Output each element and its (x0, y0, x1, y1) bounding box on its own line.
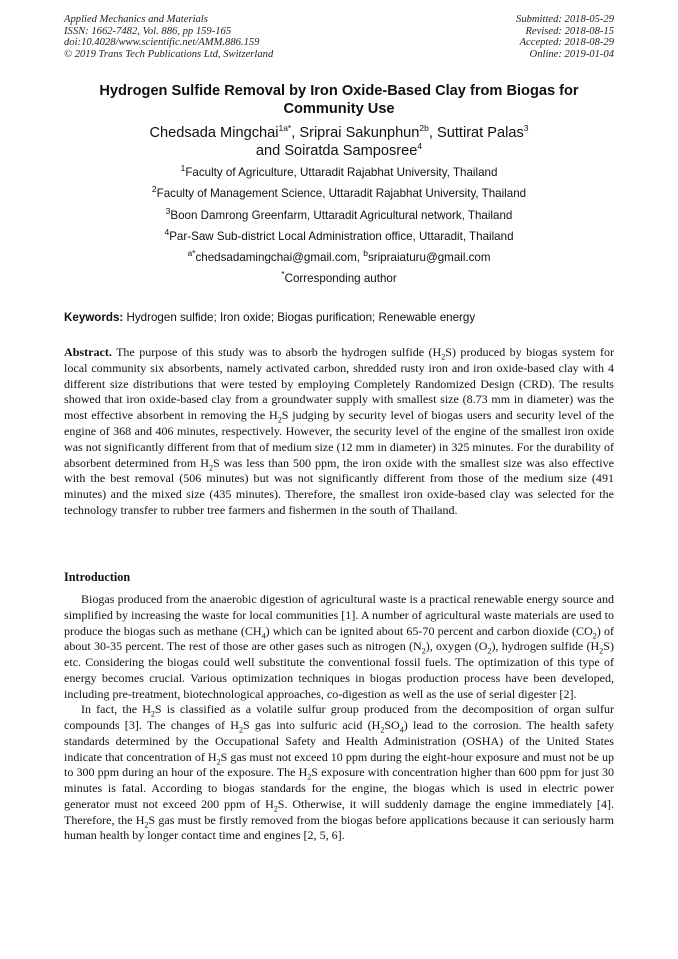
journal-name: Applied Mechanics and Materials (64, 14, 208, 25)
paper-title (64, 82, 614, 118)
paragraph-text: SO (384, 718, 400, 732)
affiliation-text: Faculty of Management Science, Uttaradit Rajabhat University, Thailand (156, 187, 527, 201)
subscript: 2 (238, 725, 243, 735)
affiliations (64, 163, 614, 294)
corresponding-author-note (64, 269, 614, 293)
keywords-label: Keywords: (64, 311, 124, 324)
introduction-paragraph-2 (64, 702, 614, 844)
date-online: Online: 2019-01-04 (529, 48, 614, 60)
author-name: Soiratda Samposree (284, 143, 418, 159)
journal-info (64, 14, 273, 60)
author-sup: 3 (523, 123, 529, 134)
journal-copyright: © 2019 Trans Tech Publications Ltd, Switzerland (64, 48, 274, 60)
paragraph-text: ), hydrogen sulfide (H (491, 639, 600, 654)
abstract (64, 345, 614, 519)
date-revised: Revised: 2018-08-15 (525, 25, 614, 37)
paragraph-text: Biogas produced from the anaerobic digestion of agricultural waste is a practical renewable energy source and simplified by increasing the waste for local communities [1]. A number of agricultural waste materials are used to produce the biogas such as methane (CH (64, 592, 614, 638)
subscript: 2 (208, 462, 213, 472)
author-sup: 4 (417, 141, 423, 152)
paragraph-text: S. Otherwise, it will suddenly damage the engine immediately [4]. Therefore, the H (64, 796, 614, 827)
author-line-2 (64, 142, 614, 160)
author-list (64, 124, 614, 160)
abstract-text: S was less than 500 ppm, the iron oxide with the smallest size was also effective with the best removal (506 minutes) but was not significantly different from those of the medium size (491 minutes) and the mixed size (435 minutes). Therefore, the smallest iron oxide-based clay was selected for the technology transfer to rubber tree farmers and fishermen in the south of Thailand. (64, 455, 614, 517)
email-sup: a* (187, 248, 196, 259)
paragraph-text: S gas must not exceed 10 ppm during the eight-hour exposure and must not be up to 300 ppm during an hour of the exposure. The H (64, 749, 614, 780)
affiliation-text: Par-Saw Sub-district Local Administration office, Uttaradit, Thailand (169, 229, 514, 243)
email-sup: b (363, 248, 368, 259)
affiliation-sup: 2 (151, 184, 157, 195)
publication-dates (516, 14, 614, 60)
date-submitted: Submitted: 2018-05-29 (516, 14, 614, 25)
subscript: 2 (599, 646, 604, 656)
affiliation-4 (64, 227, 614, 251)
subscript: 4 (399, 725, 404, 735)
abstract-text: S judging by security level of biogas users and security level of the engine of 368 and 406 minutes, respectively. However, the security level of the engine of the smallest iron oxide was not significantly different from that of medium size (12 mm in diameter) in 325 minutes. For the durability of absorbent determined from H (64, 408, 615, 470)
abstract-text: S) produced by biogas system for local community six absorbents, namely activated carbon, shredded rusty iron and iron oxide-based clay with 4 different size distributions that were tested by employing Completely Randomized Design (CRD). The results showed that iron oxide-based clay from a groundwater supply with smallest size (8.73 mm in diameter) was the most effective absorbent in removing the H (64, 345, 615, 423)
author-name: Suttirat Palas (437, 125, 524, 141)
affiliation-3 (64, 205, 614, 230)
introduction-body (64, 592, 614, 844)
author-sup: 2b (419, 123, 429, 134)
author-name: Sriprai Sakunphun (299, 125, 420, 141)
affiliation-sup: 1 (180, 163, 186, 174)
subscript: 2 (441, 352, 446, 362)
affiliation-text: Boon Damrong Greenfarm, Uttaradit Agricultural network, Thailand (170, 208, 513, 222)
paragraph-text: S is classified as a volatile sulfur group produced from the decomposition of organ sulfur compounds [3]. The changes of H (64, 702, 614, 732)
abstract-text: The purpose of this study was to absorb the hydrogen sulfide (H (111, 345, 442, 359)
author-separator: , (428, 125, 437, 141)
introduction-heading: Introduction (64, 570, 131, 584)
subscript: 4 (261, 630, 266, 640)
keywords-text: Hydrogen sulfide; Iron oxide; Biogas purification; Renewable energy (123, 311, 476, 324)
paragraph-text: ) of about 30-35 percent. The rest of those are other gases such as nitrogen (N (64, 623, 615, 654)
corresponding-text: Corresponding author (284, 272, 397, 286)
email-address[interactable]: chedsadamingchai@gmail.com, (195, 251, 364, 265)
subscript: 2 (277, 415, 282, 425)
subscript: 2 (307, 772, 312, 782)
subscript: 2 (592, 630, 597, 640)
subscript: 2 (216, 756, 221, 766)
paragraph-text: In fact, the H (81, 702, 151, 717)
journal-issn: ISSN: 1662-7482, Vol. 886, pp 159-165 (64, 25, 232, 37)
paragraph-text: ) which can be ignited about 65-70 percent and carbon dioxide (CO (265, 623, 593, 638)
author-line-1 (64, 124, 614, 142)
subscript: 2 (144, 819, 149, 829)
affiliation-sup: 3 (165, 205, 171, 216)
title-line-2: Community Use (283, 101, 395, 117)
title-line-1: Hydrogen Sulfide Removal by Iron Oxide-Based Clay from Biogas for (99, 83, 579, 99)
author-sup: 1a* (278, 123, 292, 134)
affiliation-text: Faculty of Agriculture, Uttaradit Rajabhat University, Thailand (185, 166, 498, 179)
paragraph-text: S gas must be firstly removed from the biogas before applications because it can seriously harm human health by longer contact time and engines [2, 5, 6]. (64, 812, 614, 843)
subscript: 2 (487, 646, 492, 656)
paragraph-text: ), oxygen (O (425, 639, 488, 654)
author-separator: , (291, 125, 300, 141)
affiliation-1 (64, 163, 614, 187)
email-line (64, 248, 614, 272)
subscript: 2 (150, 709, 155, 719)
paragraph-text: S gas into sulfuric acid (H (242, 718, 381, 732)
subscript: 2 (421, 646, 426, 656)
author-conjunction: and (255, 143, 285, 159)
email-address[interactable]: sripraiaturu@gmail.com (367, 251, 491, 265)
abstract-label: Abstract. (64, 345, 112, 359)
date-accepted: Accepted: 2018-08-29 (519, 37, 614, 49)
paragraph-text: S exposure with concentration higher than 600 ppm for just 30 minutes is fatal. According to biogas standards for the engine, the biogas which is used in electric power generator must not exceed 200 ppm of H (64, 765, 614, 811)
affiliation-sup: 4 (164, 227, 170, 238)
paragraph-text: ) lead to the corrosion. The health safety standards determined by the Occupational Safety and Health Administration (OSHA) of the United States indicate that concentration of H (64, 718, 614, 764)
paragraph-text: S) etc. Considering the biogas could well substitute the conventional fossil fuels. The optimization of this type of energy becomes crucial. Various optimization techniques in biogas production process have been developed, including pre-treatment, biotechnological approaches, co-digestion as well as the use of serial digester [2]. (64, 639, 614, 701)
keywords (64, 311, 614, 325)
corresponding-sup: * (281, 269, 285, 280)
author-name: Chedsada Mingchai (149, 125, 279, 141)
introduction-paragraph-1 (64, 592, 614, 702)
subscript: 2 (380, 725, 385, 735)
affiliation-2 (64, 184, 614, 208)
subscript: 2 (273, 804, 278, 814)
journal-doi[interactable]: doi:10.4028/www.scientific.net/AMM.886.159 (64, 37, 260, 49)
